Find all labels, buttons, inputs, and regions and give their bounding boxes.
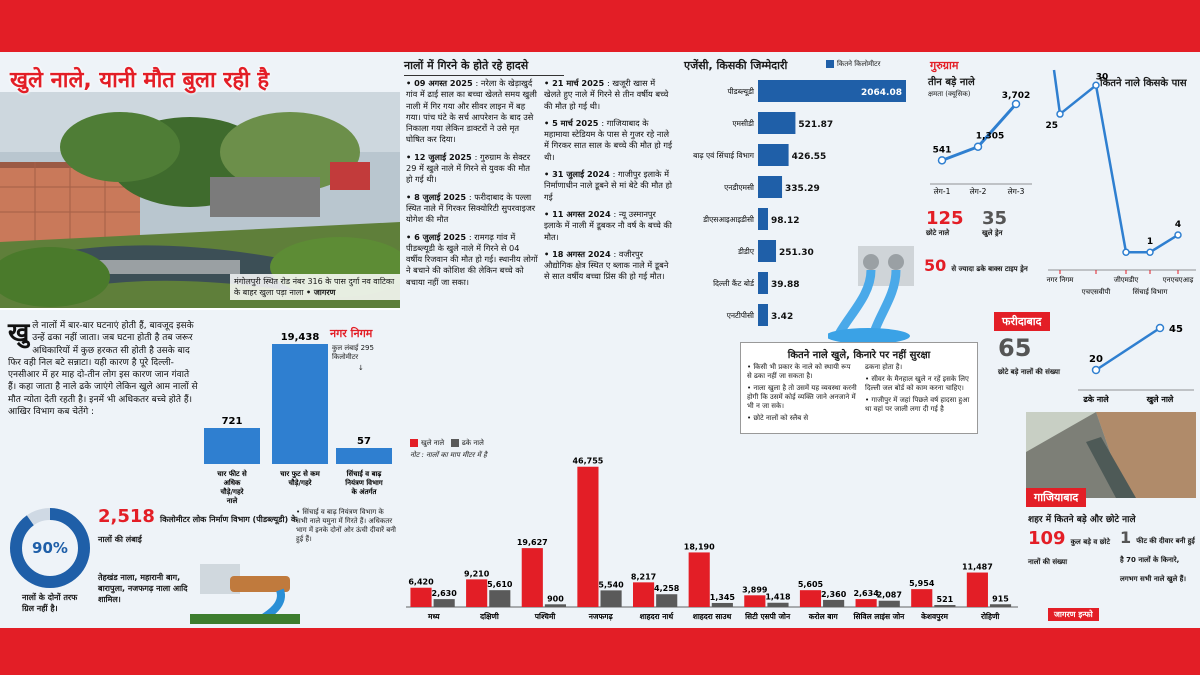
- zone-category-label: केशवपुरम: [921, 612, 948, 621]
- zone-value-label: 6,420: [408, 577, 434, 587]
- agencies-legend: कितने किलोमीटर: [826, 60, 880, 69]
- pwd-km-value: 2,518: [98, 506, 155, 527]
- agency-name: एनडीएमसी: [724, 183, 754, 192]
- nagar-nigam-note: कुल लंबाई 295 किलोमीटर: [332, 344, 374, 361]
- covered-drain-bar: [990, 604, 1011, 607]
- zone-value-label: 2,087: [876, 590, 902, 600]
- irrigation-note: • सिंचाई व बाढ़ नियंत्रण विभाग के सभी नाले यमुना में गिरते हैं। अधिकतर भाग में इनके दोनों ओर ऊंची दीवारें बनी हुई हैं।: [296, 508, 396, 543]
- covered-drain-bar: [823, 600, 844, 607]
- pipe-illustration: [190, 554, 300, 624]
- zone-bar-chart: [402, 437, 1022, 628]
- faridabad-value-label: 45: [1169, 324, 1183, 335]
- incident-item: • 8 जुलाई 2025 : फरीदाबाद के पल्ला स्थित नाले में गिरकर सिक्योरिटी सुपरवाइजर योगेश की मौत: [406, 191, 536, 225]
- nagar-nigam-value-label: 19,438: [280, 332, 320, 343]
- covered-drain-bar: [545, 604, 566, 607]
- agency-bar: [758, 208, 768, 230]
- photo-caption: मंगोलपुरी स्थित रोड नंबर 316 के पास दुर्गा नव वाटिका के बाहर खुला पड़ा नाला • जागरण: [230, 274, 400, 300]
- zone-value-label: 2,630: [431, 589, 457, 599]
- open-drain-bar: [911, 589, 932, 607]
- who-owns-x-label: जीएमडीए: [1113, 276, 1139, 284]
- faridabad-big-number: 65: [998, 334, 1032, 362]
- nagar-nigam-category-label: सिंचाई व बाढ़: [346, 470, 382, 478]
- nagar-nigam-category-label: नियंत्रण विभाग: [345, 479, 383, 487]
- intro-text: ले नालों में बार-बार घटनाएं होती हैं, बावजूद इसके उन्हें ढका नहीं जाता। जब घटना होती है तब जरूर अधिकारियों में कुछ हरकत सी होती है उसके बाद फिर वही निल बटे सन्नाटा। यही कारण है पूरे दिल्ली-एनसीआर में हर माह दो-तीन लोग इस कारण जान गंवाते हैं। कहा जाता है नाले ढके जाएंगे लेकिन खुले आम नालों से मौत न्योता देती रहती है। इनमें भी अधिकतर बच्चे होते हैं। आखिर विभाग कब चेतेंगे :: [8, 321, 198, 418]
- zone-category-label: दक्षिणी: [480, 612, 499, 621]
- covered-drain-bar: [434, 599, 455, 607]
- open-drain-bar: [689, 552, 710, 607]
- nagar-nigam-category-label: के अंतर्गत: [351, 488, 377, 496]
- top-red-band: [0, 0, 1200, 52]
- faridabad-big-label: छोटे बड़े नालों की संख्या: [998, 368, 1060, 376]
- faridabad-point: [1093, 367, 1100, 374]
- who-owns-point: [1147, 249, 1153, 255]
- safety-point: • सीवर के मैनहाल खुले न रहें इसके लिए दिल्ली जल बोर्ड को काम करना चाहिए।: [865, 375, 969, 392]
- ghaziabad-count: 109 कुल बड़े व छोटे नालों की संख्या: [1028, 528, 1110, 566]
- agency-value-label: 521.87: [798, 120, 834, 130]
- faridabad-panel: [994, 310, 1200, 410]
- open-drain-bar: [633, 582, 654, 607]
- agency-value-label: 98.12: [771, 216, 800, 226]
- nagar-nigam-category-label: चौड़े/गहरे: [288, 479, 312, 487]
- zone-category-label: शाहदरा नार्थ: [639, 612, 674, 621]
- zone-value-label: 8,217: [630, 572, 657, 582]
- zone-chart-legend: खुले नाले ढके नाले: [410, 439, 484, 448]
- open-drain-bar: [967, 573, 988, 607]
- incidents-col2: [544, 78, 672, 289]
- covered-drain-bar: [489, 590, 510, 607]
- who-owns-x-label: एचएसवीपी: [1081, 288, 1111, 296]
- who-owns-value-label: 4: [1174, 219, 1182, 230]
- agency-bar: [758, 176, 782, 198]
- nagar-nigam-category-label: चार फुट से कम: [280, 470, 320, 478]
- agency-name: डीएसआइआइडीसी: [703, 215, 754, 224]
- safety-left: [747, 363, 857, 426]
- agency-name: एमसीडी: [732, 119, 754, 128]
- agency-bar: [758, 304, 768, 326]
- zone-category-label: सिविल लाइंस जोन: [853, 612, 905, 621]
- agency-value-label: 335.29: [785, 184, 820, 194]
- percent-label: 90%: [32, 539, 68, 557]
- covered-drain-bar: [934, 605, 955, 607]
- covered-drain-bar: [601, 590, 622, 607]
- who-owns-value-label: 30: [1095, 72, 1109, 83]
- nagar-nigam-title: नगर निगम: [330, 327, 373, 340]
- gurugram-open-drains: 35 खुले ड्रेन: [982, 208, 1008, 237]
- main-title: खुले नाले, यानी मौत बुला रही है: [10, 68, 270, 93]
- ghaziabad-wall: 1 फीट की दीवार बनी हुई है 70 नालों के किनारे, लगभग सभी नाले खुले हैं।: [1120, 528, 1195, 583]
- zone-category-label: रोहिणी: [981, 612, 1000, 621]
- zone-value-label: 19,627: [516, 538, 548, 548]
- percent-caption: नालों के दोनों तरफ ग्रिल नहीं है।: [22, 593, 78, 613]
- ghaziabad-panel: [1024, 412, 1200, 628]
- zone-value-label: 915: [992, 594, 1009, 604]
- gurugram-value-label: 1,305: [975, 131, 1005, 142]
- who-owns-line: [1054, 70, 1178, 252]
- nagar-nigam-value-label: 57: [357, 436, 371, 447]
- safety-point: • किसी भी प्रकार के नाले को स्थायी रूप से ढका नहीं जा सकता है।: [747, 363, 851, 380]
- zone-value-label: 3,899: [742, 585, 768, 595]
- who-owns-value-label: 1: [1146, 237, 1154, 248]
- zone-value-label: 5,610: [487, 580, 513, 590]
- zone-value-label: 521: [936, 595, 954, 604]
- zone-bar-chart-panel: [402, 437, 1022, 628]
- agency-name: एनटीपीसी: [726, 311, 754, 320]
- incidents-col1: [406, 78, 538, 294]
- safety-point: • नाला खुला है तो उसमें यह व्यवस्था करनी होगी कि उसमें कोई व्यक्ति जाने अनजाने में भी न जा सके।: [747, 384, 857, 410]
- gurugram-point: [975, 143, 982, 150]
- who-owns-title: कितने नाले किसके पास: [1100, 78, 1187, 89]
- pwd-km-text: किलोमीटर लोक निर्माण विभाग (पीडब्ल्यूडी) के नालों की लंबाई: [98, 515, 298, 544]
- pwd-drain-names: तेहखंड नाला, महारानी बाग, बारापुला, नजफगढ़ नाला आदि शामिल।: [98, 573, 188, 604]
- faridabad-value-label: 20: [1089, 354, 1103, 365]
- safety-box: [740, 342, 978, 434]
- zone-value-label: 46,755: [572, 456, 604, 466]
- incident-item: • 21 मार्च 2025 : खजूरी खास में खेलते हुए नाले में गिरने से तीन वर्षीय बच्चे की मौत हो गई थी।: [544, 78, 669, 111]
- arrow-down-icon: ↓: [358, 364, 364, 372]
- faridabad-x-label: खुले नाले: [1146, 395, 1174, 404]
- agency-bar: [758, 112, 795, 134]
- agency-name: दिल्ली कैंट बोर्ड: [713, 279, 754, 288]
- zone-value-label: 2,360: [820, 589, 847, 599]
- safety-right: [865, 363, 973, 417]
- gurugram-panel: [920, 58, 1038, 298]
- pwd-km: [98, 506, 298, 546]
- who-owns-x-label: सिंचाई विभाग: [1132, 288, 1168, 296]
- nagar-nigam-bar: [272, 344, 328, 464]
- agencies-panel: [678, 58, 918, 343]
- gurugram-title: गुरुग्राम: [930, 59, 959, 72]
- incidents-panel: [404, 58, 676, 428]
- open-drain-bar: [800, 590, 821, 607]
- gurugram-value-label: 541: [932, 145, 952, 156]
- incident-item: • 11 अगस्त 2024 : न्यू उस्मानपुर इलाके में नाली में डूबकर नौ वर्ष के बच्चे की मौत।: [544, 208, 672, 242]
- faridabad-x-label: ढके नाले: [1083, 395, 1109, 404]
- gurugram-value-label: 3,702: [1001, 91, 1031, 101]
- pwd-panel: [0, 502, 400, 628]
- faridabad-line: [1096, 328, 1160, 370]
- zone-value-label: 4,258: [654, 584, 680, 594]
- agency-value-label: 39.88: [771, 280, 800, 290]
- ghaziabad-photo: [1026, 412, 1196, 498]
- who-owns-point: [1175, 232, 1181, 238]
- safety-title: कितने नाले खुले, किनारे पर नहीं सुरक्षा: [787, 350, 931, 361]
- gurugram-x-label: लेग-2: [969, 187, 987, 196]
- ghaziabad-subtitle: शहर में कितने बड़े और छोटे नाले: [1028, 515, 1136, 525]
- faridabad-point: [1157, 325, 1164, 332]
- open-drain-bar: [577, 467, 598, 607]
- nagar-nigam-chart: [202, 314, 400, 504]
- agency-name: बाढ़ एवं सिंचाई विभाग: [693, 151, 754, 160]
- ghaziabad-title: गाजियाबाद: [1026, 488, 1086, 507]
- nagar-nigam-category-label: चौड़े/गहरे: [220, 488, 244, 496]
- zone-value-label: 9,210: [464, 569, 490, 579]
- incident-item: • 18 अगस्त 2024 : वजीरपुर औद्योगिक क्षेत्र स्थित ए ब्लाक नाले में डूबने से सात वर्षीय बच्चा प्रिंस की हो गई मौत।: [544, 248, 669, 282]
- intro-paragraph: [8, 320, 200, 418]
- agency-bar: [758, 272, 768, 294]
- who-owns-point: [1093, 82, 1099, 88]
- zone-category-label: नजफगढ़: [588, 612, 613, 621]
- safety-point: ढकना होता है।: [865, 363, 903, 371]
- nagar-nigam-bar: [204, 428, 260, 464]
- bottom-red-band: [0, 628, 1200, 675]
- zone-value-label: 1,345: [709, 592, 736, 602]
- nagar-nigam-category-label: नाले: [226, 497, 238, 504]
- faridabad-title: फरीदाबाद: [994, 312, 1050, 331]
- agency-value-label: 2064.08: [861, 88, 902, 98]
- incident-item: • 09 अगस्त 2025 : नरेला के खेड़ाखुर्द गांव में ढाई साल का बच्चा खेलते समय खुली नाली में गिर गया और सीवर लाइन में बह गया। पांच घंटे के सर्च आपरेशन के बाद उसे निकाला गया लेकिन डाक्टरों ने उसे मृत घोषित कर दिया।: [406, 78, 537, 145]
- agency-value-label: 3.42: [771, 312, 794, 322]
- covered-drain-bar: [767, 603, 788, 607]
- who-owns-point: [1123, 249, 1129, 255]
- agency-name: डीडीए: [737, 247, 754, 256]
- zone-value-label: 5,954: [909, 579, 935, 589]
- zone-category-label: मध्य: [427, 612, 440, 621]
- nagar-nigam-category-label: अधिक: [223, 479, 241, 487]
- agencies-title: एजेंसी, किसकी जिम्मेदारी: [684, 59, 788, 72]
- gurugram-point: [939, 157, 946, 164]
- zone-value-label: 5,605: [797, 580, 824, 590]
- safety-point: • छोटे नालों को स्लैब से: [747, 414, 809, 422]
- agency-bar: [758, 240, 776, 262]
- incidents-title: नालों में गिरने के होते रहे हादसे: [404, 58, 564, 76]
- safety-point: • गाजीपुर में जहां पिछले वर्ष हादसा हुआ था वहां पर जाली लगा दी गई है: [865, 396, 970, 413]
- agency-name: पीडब्ल्यूडी: [727, 87, 754, 96]
- gurugram-x-label: लेग-3: [1007, 187, 1025, 196]
- infographic-sheet: [0, 52, 1200, 628]
- gurugram-unit: क्षमता (क्यूसिक): [928, 90, 971, 98]
- gurugram-x-label: लेग-1: [933, 187, 951, 196]
- open-drain-bar: [856, 599, 877, 607]
- outflow-illustration: [828, 236, 918, 346]
- zone-category-label: शाहदरा साउथ: [692, 612, 732, 621]
- gurugram-subtitle: तीन बड़े नाले: [928, 77, 975, 88]
- zone-category-label: पश्चिमी: [534, 612, 556, 621]
- zone-value-label: 18,190: [683, 542, 715, 552]
- gurugram-point: [1013, 101, 1020, 108]
- open-drain-bar: [522, 548, 543, 607]
- covered-drain-bar: [656, 594, 677, 607]
- zone-value-label: 1,418: [765, 592, 791, 602]
- incident-item: • 5 मार्च 2025 : गाजियाबाद के महामाया स्टेडियम के पास से गुजर रहे नाले में गिरकर सात साल के बच्चे की मौत हो गई थी।: [544, 117, 673, 162]
- nagar-nigam-panel: [202, 314, 400, 504]
- open-drain-bar: [744, 595, 765, 607]
- agency-bar: [758, 144, 789, 166]
- nagar-nigam-bar: [336, 448, 392, 464]
- zone-value-label: 2,634: [853, 589, 879, 599]
- incident-item: • 31 जुलाई 2024 : गाजीपुर इलाके में निर्माणाधीन नाले डूबने से मां बेटे की मौत हो गई: [544, 169, 672, 202]
- credit-label: जागरण इन्फो: [1048, 608, 1099, 621]
- who-owns-x-label: नगर निगम: [1046, 276, 1074, 284]
- open-drain-bar: [410, 588, 431, 607]
- gurugram-box-drains: 50 से ज्यादा ढके बाक्स टाइप ड्रेन: [924, 256, 1028, 275]
- intro-dropcap: खु: [8, 318, 30, 348]
- nagar-nigam-category-label: चार फीट से: [217, 470, 247, 478]
- who-owns-panel: [1040, 58, 1200, 308]
- agency-value-label: 251.30: [779, 248, 814, 258]
- covered-drain-bar: [712, 603, 733, 607]
- who-owns-x-label: एनएचएआइ: [1162, 276, 1194, 284]
- open-drain-bar: [466, 579, 487, 607]
- zone-value-label: 5,540: [598, 580, 624, 590]
- covered-drain-bar: [879, 601, 900, 607]
- zone-chart-note: नोट : नालों का माप मीटर में है: [410, 451, 487, 459]
- gurugram-small-drains: 125 छोटे नाले: [926, 208, 964, 237]
- zone-category-label: करोल बाग: [808, 612, 838, 621]
- incident-item: • 6 जुलाई 2025 : रामगढ़ गांव में पीडब्ल्यूडी के खुले नाले में गिरने से 04 वर्षीय रिजवान की मौत हो गई। स्थानीय लोगों ने बचाने की कोशिश की लेकिन बच्चे को बचाया नहीं जा सका।: [406, 231, 538, 287]
- nagar-nigam-value-label: 721: [221, 416, 243, 427]
- who-owns-value-label: 25: [1045, 121, 1058, 132]
- zone-category-label: सिटी एसपी जोन: [745, 612, 791, 621]
- incident-item: • 12 जुलाई 2025 : गुरुग्राम के सेक्टर 29 में खुले नाले में गिरने से युवक की मौत हो गई थी।: [406, 151, 531, 185]
- zone-value-label: 900: [547, 594, 564, 604]
- percent-donut: [8, 506, 92, 590]
- zone-value-label: 11,487: [961, 562, 993, 572]
- who-owns-chart: [1040, 58, 1200, 308]
- who-owns-point: [1057, 111, 1063, 117]
- faridabad-chart: [1074, 310, 1200, 410]
- agency-value-label: 426.55: [791, 152, 827, 162]
- gurugram-chart: [920, 58, 1038, 208]
